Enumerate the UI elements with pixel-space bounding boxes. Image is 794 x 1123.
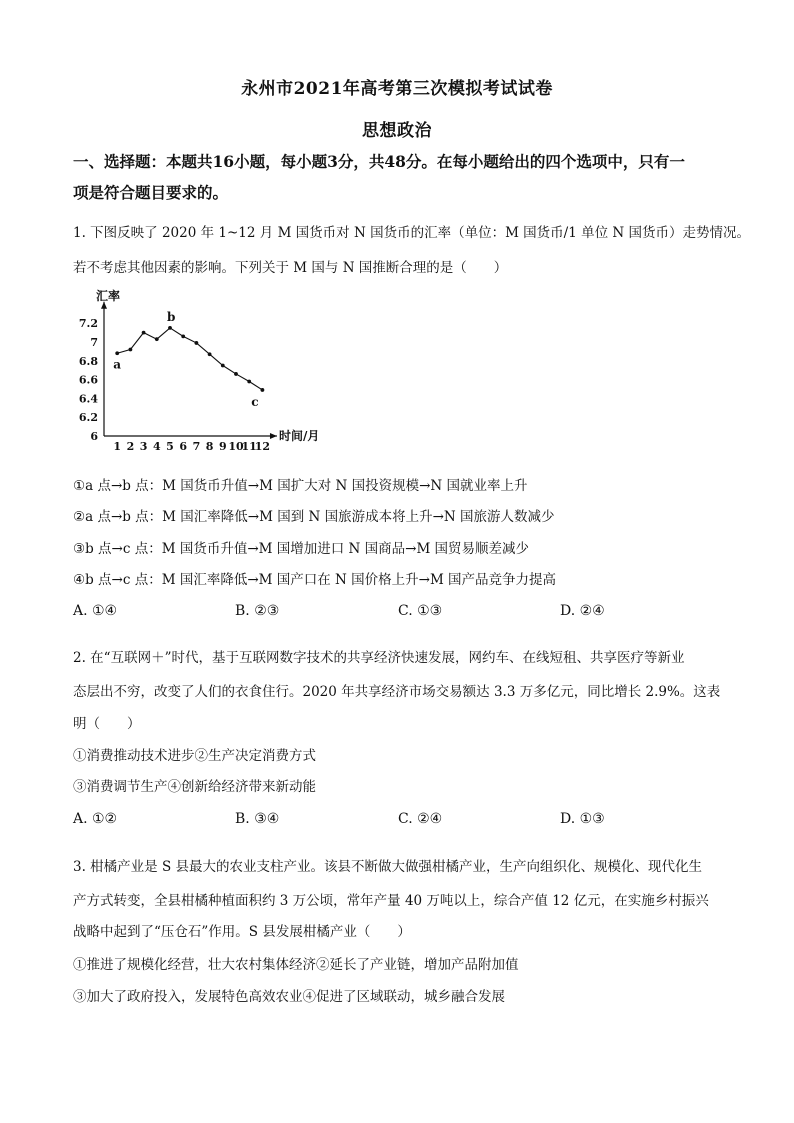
q3-statement-1: ①推进了规模化经营，壮大农村集体经济②延长了产业链，增加产品附加值 [73,957,519,973]
x-tick-label: 10 [228,440,244,453]
data-point [168,326,172,330]
q1-statement-2: ②a 点→b 点：M 国汇率降低→M 国到 N 国旅游成本将上升→N 国旅游人数减少 [73,509,555,525]
x-tick-label: 8 [205,440,214,453]
y-tick-label: 7.2 [78,317,98,331]
y-tick-label: 6.2 [78,411,98,425]
data-point [155,337,159,341]
q1-statement-1: ①a 点→b 点：M 国货币升值→M 国扩大对 N 国投资规模→N 国就业率上升 [73,478,528,494]
data-point [181,334,185,338]
x-tick-label: 1 [113,440,122,453]
exchange-rate-chart [70,288,350,458]
x-tick-label: 6 [179,440,188,453]
x-tick-label: 5 [166,440,174,453]
q1-option-d[interactable]: D. ②④ [560,603,605,619]
x-tick-label: 4 [152,440,161,453]
y-tick-label: 7 [90,336,98,349]
q3-stem-line-1: 3. 柑橘产业是 S 县最大的农业支柱产业。该县不断做大做强柑橘产业，生产向组织化、规模化、现代化生 [73,859,703,875]
q2-statement-1: ①消费推动技术进步②生产决定消费方式 [73,748,316,764]
q1-statement-4: ④b 点→c 点：M 国汇率降低→M 国产口在 N 国价格上升→M 国产品竞争力提高 [73,572,557,588]
y-tick-label: 6 [90,430,98,443]
subject-title: 思想政治 [362,121,432,141]
data-point [142,331,146,335]
y-tick-label: 6.6 [78,373,98,387]
data-point [208,352,212,356]
y-tick-label: 6.4 [78,392,98,406]
x-axis-arrow [270,433,277,439]
x-axis-label: 时间/月 [278,429,320,443]
q1-option-b[interactable]: B. ②③ [235,603,280,619]
data-point [129,348,133,352]
data-point [234,372,238,376]
x-tick-label: 3 [139,440,148,453]
q1-option-a[interactable]: A. ①④ [73,603,118,619]
q1-statement-3: ③b 点→c 点：M 国货币升值→M 国增加进口 N 国商品→M 国贸易顺差减少 [73,541,530,557]
q2-statement-2: ③消费调节生产④创新给经济带来新动能 [73,779,316,795]
y-tick-label: 6.8 [78,354,98,368]
y-axis-arrow [101,302,107,309]
section-heading-line-1: 一、选择题：本题共16小题，每小题3分，共48分。在每小题给出的四个选项中，只有一 [73,152,685,171]
q2-option-a[interactable]: A. ①② [73,811,118,827]
q2-stem-line-1: 2. 在“互联网＋”时代，基于互联网数字技术的共享经济快速发展，网约车、在线短租、共享医疗等新业 [73,650,685,666]
q1-options [73,603,733,623]
x-tick-label: 12 [254,440,271,453]
data-point [221,364,225,368]
section-heading-line-2: 项是符合题目要求的。 [73,183,229,202]
x-tick-label: 7 [192,440,201,453]
point-label-c: c [251,394,259,409]
y-axis-label: 汇率 [96,288,121,303]
q3-stem-line-3: 战略中起到了“压仓石”作用。S 县发展柑橘产业（ ） [73,924,411,940]
point-label-a: a [113,357,121,372]
exchange-rate-chart-svg [70,288,350,458]
q1-stem-line-1: 1. 下图反映了 2020 年 1~12 月 M 国货币对 N 国货币的汇率（单位：M 国货币/1 单位 N 国货币）走势情况。 [73,225,751,241]
q1-option-c[interactable]: C. ①③ [398,603,443,619]
exam-title: 永州市2021年高考第三次模拟考试试卷 [241,79,553,99]
q2-option-c[interactable]: C. ②④ [398,811,443,827]
q3-statement-2: ③加大了政府投入，发展特色高效农业④促进了区域联动，城乡融合发展 [73,989,505,1005]
x-tick-label: 2 [126,440,135,453]
exchange-rate-line [117,328,262,390]
q2-stem-line-2: 态层出不穷，改变了人们的衣食住行。2020 年共享经济市场交易额达 3.3 万多亿元，同比增长 2.9%。这表 [73,684,721,700]
x-tick-label: 9 [218,440,227,453]
data-point [115,351,119,355]
data-point [195,341,199,345]
q2-option-b[interactable]: B. ③④ [235,811,280,827]
q2-options [73,811,733,831]
data-point [261,388,265,392]
data-point [247,380,251,384]
q2-option-d[interactable]: D. ①③ [560,811,605,827]
point-label-b: b [167,309,176,324]
q3-stem-line-2: 产方式转变，全县柑橘种植面积约 3 万公顷，常年产量 40 万吨以上，综合产值 12 亿元，在实施乡村振兴 [73,893,709,909]
q1-stem-line-2: 若不考虑其他因素的影响。下列关于 M 国与 N 国推断合理的是（ ） [73,260,508,276]
q2-stem-line-3: 明（ ） [73,716,141,732]
x-tick-label: 11 [241,440,257,453]
